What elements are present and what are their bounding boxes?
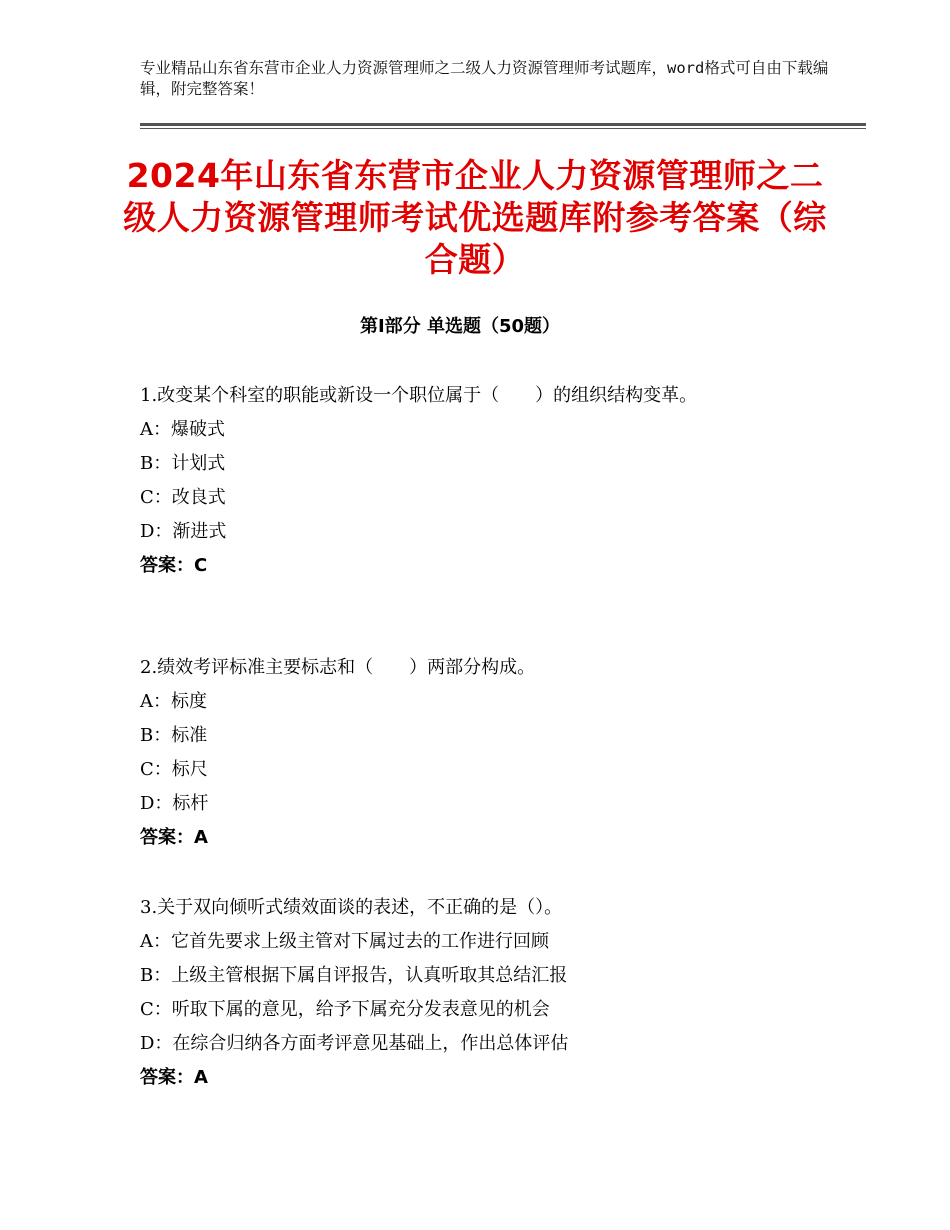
answer: 答案：C — [140, 555, 208, 576]
option-a: A：爆破式 — [140, 419, 225, 440]
header-rule-thin — [140, 128, 866, 129]
question-stem: 3.关于双向倾听式绩效面谈的表述，不正确的是（）。 — [140, 897, 563, 918]
option-b: B：标准 — [140, 725, 208, 746]
option-d: D：标杆 — [140, 793, 209, 814]
answer: 答案：A — [140, 827, 208, 848]
option-d: D：渐进式 — [140, 521, 227, 542]
section-heading: 第Ⅰ部分 单选题（50题） — [359, 316, 560, 337]
document-title: 2024年山东省东营市企业人力资源管理师之二级人力资源管理师考试优选题库附参考答案（综合题） — [123, 156, 827, 279]
header-rule-thick — [140, 123, 866, 126]
option-b: B：计划式 — [140, 453, 226, 474]
header-note: 专业精品山东省东营市企业人力资源管理师之二级人力资源管理师考试题库，word格式可自由下载编辑，附完整答案！ — [140, 59, 829, 98]
question-block — [140, 379, 800, 583]
question-stem: 2.绩效考评标准主要标志和（ ）两部分构成。 — [140, 657, 536, 678]
option-a: A：标度 — [140, 691, 207, 712]
option-c: C：改良式 — [140, 487, 226, 508]
option-a: A：它首先要求上级主管对下属过去的工作进行回顾 — [140, 931, 549, 952]
question-stem: 1.改变某个科室的职能或新设一个职位属于（ ）的组织结构变革。 — [140, 385, 698, 406]
answer: 答案：A — [140, 1067, 208, 1088]
option-c: C：听取下属的意见，给予下属充分发表意见的机会 — [140, 999, 550, 1020]
question-block — [140, 891, 800, 1095]
question-block — [140, 651, 800, 855]
option-c: C：标尺 — [140, 759, 208, 780]
option-d: D：在综合归纳各方面考评意见基础上，作出总体评估 — [140, 1033, 569, 1054]
option-b: B：上级主管根据下属自评报告，认真听取其总结汇报 — [140, 965, 568, 986]
